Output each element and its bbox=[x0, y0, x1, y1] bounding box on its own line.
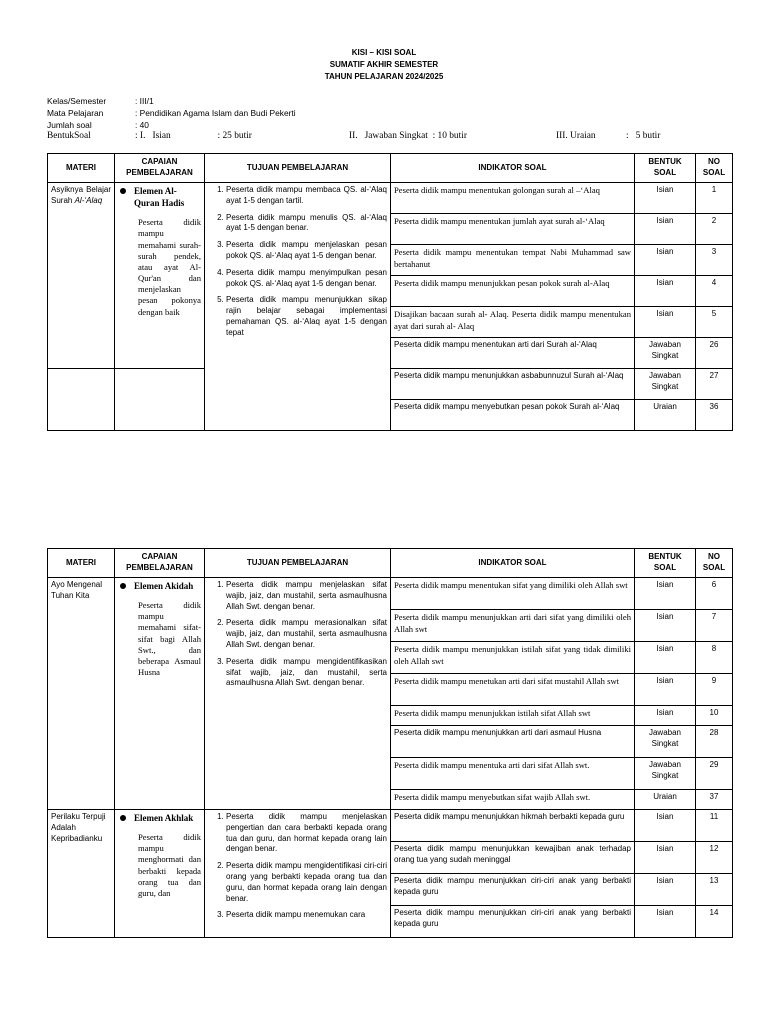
tujuan-item: 1. Peserta didik mampu menjelaskan sifat wajib, jaiz, dan mustahil, serta asmaulhusna Allah Swt. dengan benar. bbox=[226, 580, 387, 612]
no-cell: 11 bbox=[696, 810, 733, 842]
tujuan-item: 5. Peserta didik mampu menunjukkan sikap rajin belajar sebagai implementasi pemahaman QS. al-‘Alaq ayat 1-5 dengan tepat bbox=[226, 295, 387, 338]
bentuk-cell: Jawaban Singkat bbox=[635, 338, 696, 369]
materi-cell bbox=[48, 183, 115, 369]
no-cell: 27 bbox=[696, 369, 733, 400]
indikator-cell: Peserta didik mampu menentukan sifat yang dimiliki oleh Allah swt bbox=[391, 578, 635, 610]
col-bentuk: BENTUK SOAL bbox=[635, 549, 696, 578]
tujuan-item: 3. Peserta didik mampu menjelaskan pesan pokok QS. al-‘Alaq ayat 1-5 dengan benar. bbox=[226, 240, 387, 262]
meta-jumlah-value: : 40 bbox=[135, 120, 149, 130]
no-cell: 2 bbox=[696, 214, 733, 245]
materi-cell: Perilaku Terpuji Adalah Kepribadianku bbox=[48, 810, 115, 938]
doc-title: KISI – KISI SOAL bbox=[351, 48, 417, 57]
meta-mapel-label: Mata Pelajaran bbox=[47, 108, 104, 118]
capaian-text: Peserta didik mampu menghormati dan berbakti kepada orang tua dan guru, dan bbox=[138, 832, 201, 898]
col-no: NO SOAL bbox=[696, 549, 733, 578]
col-capaian: CAPAIAN PEMBELAJARAN bbox=[115, 549, 205, 578]
tujuan-list bbox=[208, 812, 387, 921]
capaian-cell bbox=[115, 810, 205, 938]
bullet-icon bbox=[120, 583, 126, 589]
no-cell: 28 bbox=[696, 726, 733, 758]
no-cell: 6 bbox=[696, 578, 733, 610]
tujuan-item: 1. Peserta didik mampu membaca QS. al-‘Alaq ayat 1-5 dengan tartil. bbox=[226, 185, 387, 207]
no-cell: 26 bbox=[696, 338, 733, 369]
table-header-row bbox=[48, 549, 733, 578]
bentuk-cell: Jawaban Singkat bbox=[635, 726, 696, 758]
materi-surah: Al-‘Alaq bbox=[74, 195, 103, 205]
no-cell: 5 bbox=[696, 307, 733, 338]
tujuan-item: 2. Peserta didik mampu merasionalkan sifat wajib, jaiz, dan mustahil, serta asmaulhusna Allah Swt. dengan benar. bbox=[226, 618, 387, 650]
elemen-heading bbox=[118, 812, 201, 824]
materi-text: Asyiknya Belajar Surah bbox=[51, 185, 111, 205]
no-cell: 9 bbox=[696, 674, 733, 706]
bentuk-cell: Isian bbox=[635, 810, 696, 842]
indikator-cell: Peserta didik mampu menunjukkan ciri-ciri anak yang berbakti kepada guru bbox=[391, 874, 635, 906]
capaian-cell bbox=[115, 183, 205, 369]
meta-kelas-value: : III/1 bbox=[135, 96, 154, 106]
indikator-cell: Peserta didik mampu menentukan tempat Nabi Muhammad saw bertahanut bbox=[391, 245, 635, 276]
indikator-cell: Peserta didik mampu menunjukkan istilah sifat Allah swt bbox=[391, 706, 635, 726]
bentuk-cell: Jawaban Singkat bbox=[635, 369, 696, 400]
tujuan-list bbox=[208, 580, 387, 689]
bentuk-cell: Isian bbox=[635, 842, 696, 874]
col-indikator: INDIKATOR SOAL bbox=[391, 549, 635, 578]
table-row bbox=[48, 369, 733, 400]
capaian-empty-cell bbox=[115, 369, 205, 431]
table-header-row bbox=[48, 154, 733, 183]
no-cell: 14 bbox=[696, 906, 733, 938]
no-cell: 12 bbox=[696, 842, 733, 874]
meta-bentuk-isian: : I. Isian : 25 butir bbox=[135, 131, 252, 141]
indikator-cell: Peserta didik mampu menunjukkan pesan pokok surah al-Alaq bbox=[391, 276, 635, 307]
bentuk-cell: Isian bbox=[635, 214, 696, 245]
tujuan-item: 2. Peserta didik mampu menulis QS. al-‘Alaq ayat 1-5 dengan benar. bbox=[226, 213, 387, 235]
bentuk-cell: Isian bbox=[635, 183, 696, 214]
table-row bbox=[48, 183, 733, 214]
doc-year: TAHUN PELAJARAN 2024/2025 bbox=[324, 72, 444, 81]
indikator-cell: Disajikan bacaan surah al- Alaq. Peserta didik mampu menentukan ayat dari surah al- Alaq bbox=[391, 307, 635, 338]
meta-bentuk-singkat: II. Jawaban Singkat : 10 butir bbox=[349, 131, 467, 141]
kisi-table-1 bbox=[47, 153, 733, 431]
no-cell: 4 bbox=[696, 276, 733, 307]
capaian-text: Peserta didik mampu memahami surah-surah pendek, atau ayat Al-Qur'an dan menjelaskan pesan pokonya dengan baik bbox=[138, 217, 201, 317]
meta-jumlah-label: Jumlah soal bbox=[47, 120, 92, 130]
bentuk-cell: Uraian bbox=[635, 790, 696, 810]
col-tujuan: TUJUAN PEMBELAJARAN bbox=[205, 154, 391, 183]
elemen-label: Elemen Akhlak bbox=[134, 813, 194, 823]
tujuan-item: 4. Peserta didik mampu menyimpulkan pesan pokok QS. al-‘Alaq ayat 1-5 dengan benar. bbox=[226, 268, 387, 290]
bentuk-cell: Isian bbox=[635, 245, 696, 276]
col-no: NO SOAL bbox=[696, 154, 733, 183]
tujuan-cell bbox=[205, 578, 391, 810]
no-cell: 7 bbox=[696, 610, 733, 642]
no-cell: 29 bbox=[696, 758, 733, 790]
elemen-label: Elemen Al-Quran Hadis bbox=[134, 186, 185, 209]
capaian-cell bbox=[115, 578, 205, 810]
indikator-cell: Peserta didik mampu menyebutkan pesan pokok Surah al-‘Alaq bbox=[391, 400, 635, 431]
indikator-cell: Peserta didik mampu menetukan arti dari sifat mustahil Allah swt bbox=[391, 674, 635, 706]
bentuk-cell: Isian bbox=[635, 610, 696, 642]
indikator-cell: Peserta didik mampu menentuka arti dari sifat Allah swt. bbox=[391, 758, 635, 790]
tujuan-item: 2. Peserta didik mampu mengidentifikasi ciri-ciri orang yang berbakti kepada orang tua dan guru, dan hormat kepada orang lain dengan benar. bbox=[226, 861, 387, 904]
bentuk-cell: Isian bbox=[635, 674, 696, 706]
col-bentuk: BENTUK SOAL bbox=[635, 154, 696, 183]
indikator-cell: Peserta didik mampu menunjukkan asbabunnuzul Surah al-‘Alaq bbox=[391, 369, 635, 400]
indikator-cell: Peserta didik mampu menunjukkan arti dari sifat yang dimiliki oleh Allah swt bbox=[391, 610, 635, 642]
meta-bentuk-label: BentukSoal bbox=[47, 131, 91, 141]
col-materi: MATERI bbox=[48, 549, 115, 578]
materi-cell: Ayo Mengenal Tuhan Kita bbox=[48, 578, 115, 810]
kisi-table-2 bbox=[47, 548, 733, 938]
indikator-cell: Peserta didik mampu menyebutkan sifat wajib Allah swt. bbox=[391, 790, 635, 810]
indikator-cell: Peserta didik mampu menentukan jumlah ayat surah al-‘Alaq bbox=[391, 214, 635, 245]
tujuan-cell bbox=[205, 183, 391, 431]
no-cell: 1 bbox=[696, 183, 733, 214]
elemen-heading bbox=[118, 580, 201, 592]
table-row bbox=[48, 810, 733, 842]
indikator-cell: Peserta didik mampu menentukan golongan surah al –‘Alaq bbox=[391, 183, 635, 214]
col-tujuan: TUJUAN PEMBELAJARAN bbox=[205, 549, 391, 578]
no-cell: 36 bbox=[696, 400, 733, 431]
doc-subtitle: SUMATIF AKHIR SEMESTER bbox=[329, 60, 439, 69]
meta-mapel-value: : Pendidikan Agama Islam dan Budi Pekerti bbox=[135, 108, 296, 118]
indikator-cell: Peserta didik mampu menunjukkan hikmah berbakti kepada guru bbox=[391, 810, 635, 842]
indikator-cell: Peserta didik mampu menunjukkan istilah sifat yang tidak dimiliki oleh Allah swt bbox=[391, 642, 635, 674]
bentuk-cell: Isian bbox=[635, 578, 696, 610]
materi-empty-cell bbox=[48, 369, 115, 431]
bentuk-cell: Isian bbox=[635, 276, 696, 307]
tujuan-item: 3. Peserta didik mampu menemukan cara bbox=[226, 910, 387, 921]
bullet-icon bbox=[120, 188, 126, 194]
meta-bentuk-uraian: III. Uraian : 5 butir bbox=[556, 131, 661, 141]
elemen-heading bbox=[118, 185, 201, 209]
tujuan-item: 1. Peserta didik mampu menjelaskan pengertian dan cara berbakti kepada orang tua dan guru, dan hormat kepada orang lain dengan benar. bbox=[226, 812, 387, 855]
indikator-cell: Peserta didik mampu menentukan arti dari Surah al-‘Alaq bbox=[391, 338, 635, 369]
tujuan-cell bbox=[205, 810, 391, 938]
indikator-cell: Peserta didik mampu menunjukkan arti dari asmaul Husna bbox=[391, 726, 635, 758]
meta-kelas-label: Kelas/Semester bbox=[47, 96, 107, 106]
no-cell: 13 bbox=[696, 874, 733, 906]
bentuk-cell: Jawaban Singkat bbox=[635, 758, 696, 790]
bentuk-cell: Isian bbox=[635, 307, 696, 338]
no-cell: 10 bbox=[696, 706, 733, 726]
indikator-cell: Peserta didik mampu menunjukkan kewajiban anak terhadap orang tua yang sudah meninggal bbox=[391, 842, 635, 874]
no-cell: 8 bbox=[696, 642, 733, 674]
bentuk-cell: Uraian bbox=[635, 400, 696, 431]
bentuk-cell: Isian bbox=[635, 874, 696, 906]
col-materi: MATERI bbox=[48, 154, 115, 183]
bentuk-cell: Isian bbox=[635, 706, 696, 726]
col-indikator: INDIKATOR SOAL bbox=[391, 154, 635, 183]
elemen-label: Elemen Akidah bbox=[134, 581, 194, 591]
tujuan-item: 3. Peserta didik mampu mengidentifikasikan sifat wajib, jaiz, dan mustahil, serta asmaulhusna Allah Swt. dengan benar. bbox=[226, 657, 387, 689]
bullet-icon bbox=[120, 815, 126, 821]
no-cell: 37 bbox=[696, 790, 733, 810]
bentuk-cell: Isian bbox=[635, 906, 696, 938]
table-row bbox=[48, 578, 733, 610]
col-capaian: CAPAIAN PEMBELAJARAN bbox=[115, 154, 205, 183]
bentuk-cell: Isian bbox=[635, 642, 696, 674]
capaian-text: Peserta didik mampu memahami sifat-sifat bagi Allah Swt., dan beberapa Asmaul Husna bbox=[138, 600, 201, 678]
indikator-cell: Peserta didik mampu menunjukkan ciri-ciri anak yang berbakti kepada guru bbox=[391, 906, 635, 938]
tujuan-list bbox=[208, 185, 387, 339]
no-cell: 3 bbox=[696, 245, 733, 276]
